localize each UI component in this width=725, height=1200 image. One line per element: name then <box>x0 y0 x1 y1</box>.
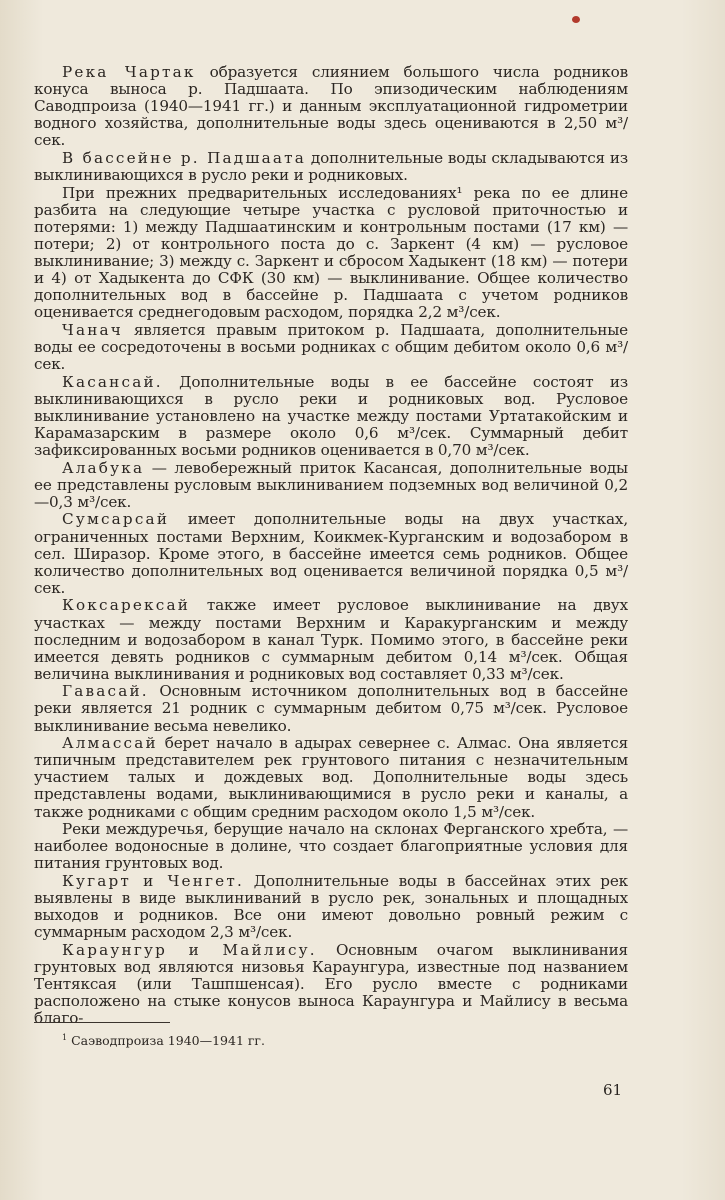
ink-spot <box>572 16 580 23</box>
page-number: 61 <box>603 1081 623 1099</box>
paragraph-sumsarsai: Сумсарсай имеет дополнительные воды на двух участках, ограниченных постами Верхним, Коикмек-Курганским и водозабором в сел. Ширазор. Кроме этого, в бассейне имеется семь родников. Общее количество дополнительных вод оценивается величиной порядка 0,5 м³/сек. <box>34 510 628 597</box>
paragraph-padshaata-basin: В бассейне р. Падшаата дополнительные воды складываются из выклинивающихся в русло реки и родниковых. <box>34 148 628 185</box>
paragraph-alabuka: Алабука — левобережный приток Касансая, дополнительные воды ее представлены русловым выклиниванием подземных вод величиной 0,2—0,3 м³/сек. <box>34 458 628 511</box>
paragraph-chartak: Река Чартак образуется слиянием большого числа родников конуса выноса р. Падшаата. По эпизодическим наблюдениям Саводпроиза (1940—1941 гг.) и данным эксплуатационной гидрометрии водного хозяйства, дополнительные воды здесь оцениваются в 2,50 м³/сек. <box>34 63 628 150</box>
body-text <box>34 64 628 1028</box>
paragraph-interfluve-rivers: Реки междуречья, берущие начало на склонах Ферганского хребта, — наиболее водоносные в долине, что создает благоприятные условия для питания грунтовых вод. <box>34 820 628 873</box>
paragraph-kasansai: Касансай. Дополнительные воды в ее бассейне состоят из выклинивающихся в русло реки и родниковых вод. Русловое выклинивание установлено на участке между постами Уртатакойским и Карамазарским в размере около 0,6 м³/сек. Суммарный дебит зафиксированных восьми родников оценивается в 0,70 м³/сек. <box>34 372 628 460</box>
paragraph-chanach: Чанач является правым притоком р. Падшаата, дополнительные воды ее сосредоточены в восьми родниках с общим дебитом около 0,6 м³/сек. <box>34 320 628 374</box>
footnote-text: Саэводпроиза 1940—1941 гг. <box>71 1033 265 1048</box>
paragraph-karaungur-mailisu: Караунгур и Майлису. Основным очагом выклинивания грунтовых вод являются низовья Караунгура, известные под названием Тентяксая (или Ташпшенсая). Его русло вместе с родниками расположено на стыке конусов выноса Караунгура и Майлису в весьма благо- <box>34 940 628 1028</box>
footnote <box>62 1033 462 1048</box>
footnote-marker: 1 <box>62 1032 68 1042</box>
paragraph-almassai: Алмассай берет начало в адырах севернее с. Алмас. Она является типичным представителем рек грунтового питания с незначительным участием талых и дождевых вод. Дополнительные воды здесь представлены водами, выклинивающимися в русло реки и каналы, а также родниками с общим средним расходом около 1,5 м³/сек. <box>34 734 628 821</box>
paragraph-koksareksai: Коксарексай также имеет русловое выклинивание на двух участках — между постами Верхним и Каракурганским и между последним и водозабором в канал Турк. Помимо этого, в бассейне реки имеется девять родников с суммарным дебитом 0,14 м³/сек. Общая величина выклинивания и родниковых вод составляет 0,33 м³/сек. <box>34 596 628 683</box>
footnote-divider <box>34 1022 170 1023</box>
paragraph-previous-studies: При прежних предварительных исследованиях¹ река по ее длине разбита на следующие четыре участка с русловой приточностью и потерями: 1) между Падшаатинским и контрольным постами (17 км) — потери; 2) от контрольного поста до с. Заркент (4 км) — русловое выклинивание; 3) между с. Заркент и сбросом Хадыкент (18 км) — потери и 4) от Хадыкента до СФК (30 км) — выклинивание. Общее количество дополнительных вод в бассейне р. Падшаата с учетом родников оценивается среднегодовым расходом, порядка 2,2 м³/сек. <box>34 183 628 322</box>
paragraph-kugart-chenget: Кугарт и Ченгет. Дополнительные воды в бассейнах этих рек выявлены в виде выклиниваний в русло рек, зональных и площадных выходов и родников. Все они имеют довольно ровный режим с суммарным расходом 2,3 м³/сек. <box>34 871 629 942</box>
paragraph-gavasai: Гавасай. Основным источником дополнительных вод в бассейне реки является 21 родник с суммарным дебитом 0,75 м³/сек. Русловое выклинивание весьма невелико. <box>34 682 628 735</box>
